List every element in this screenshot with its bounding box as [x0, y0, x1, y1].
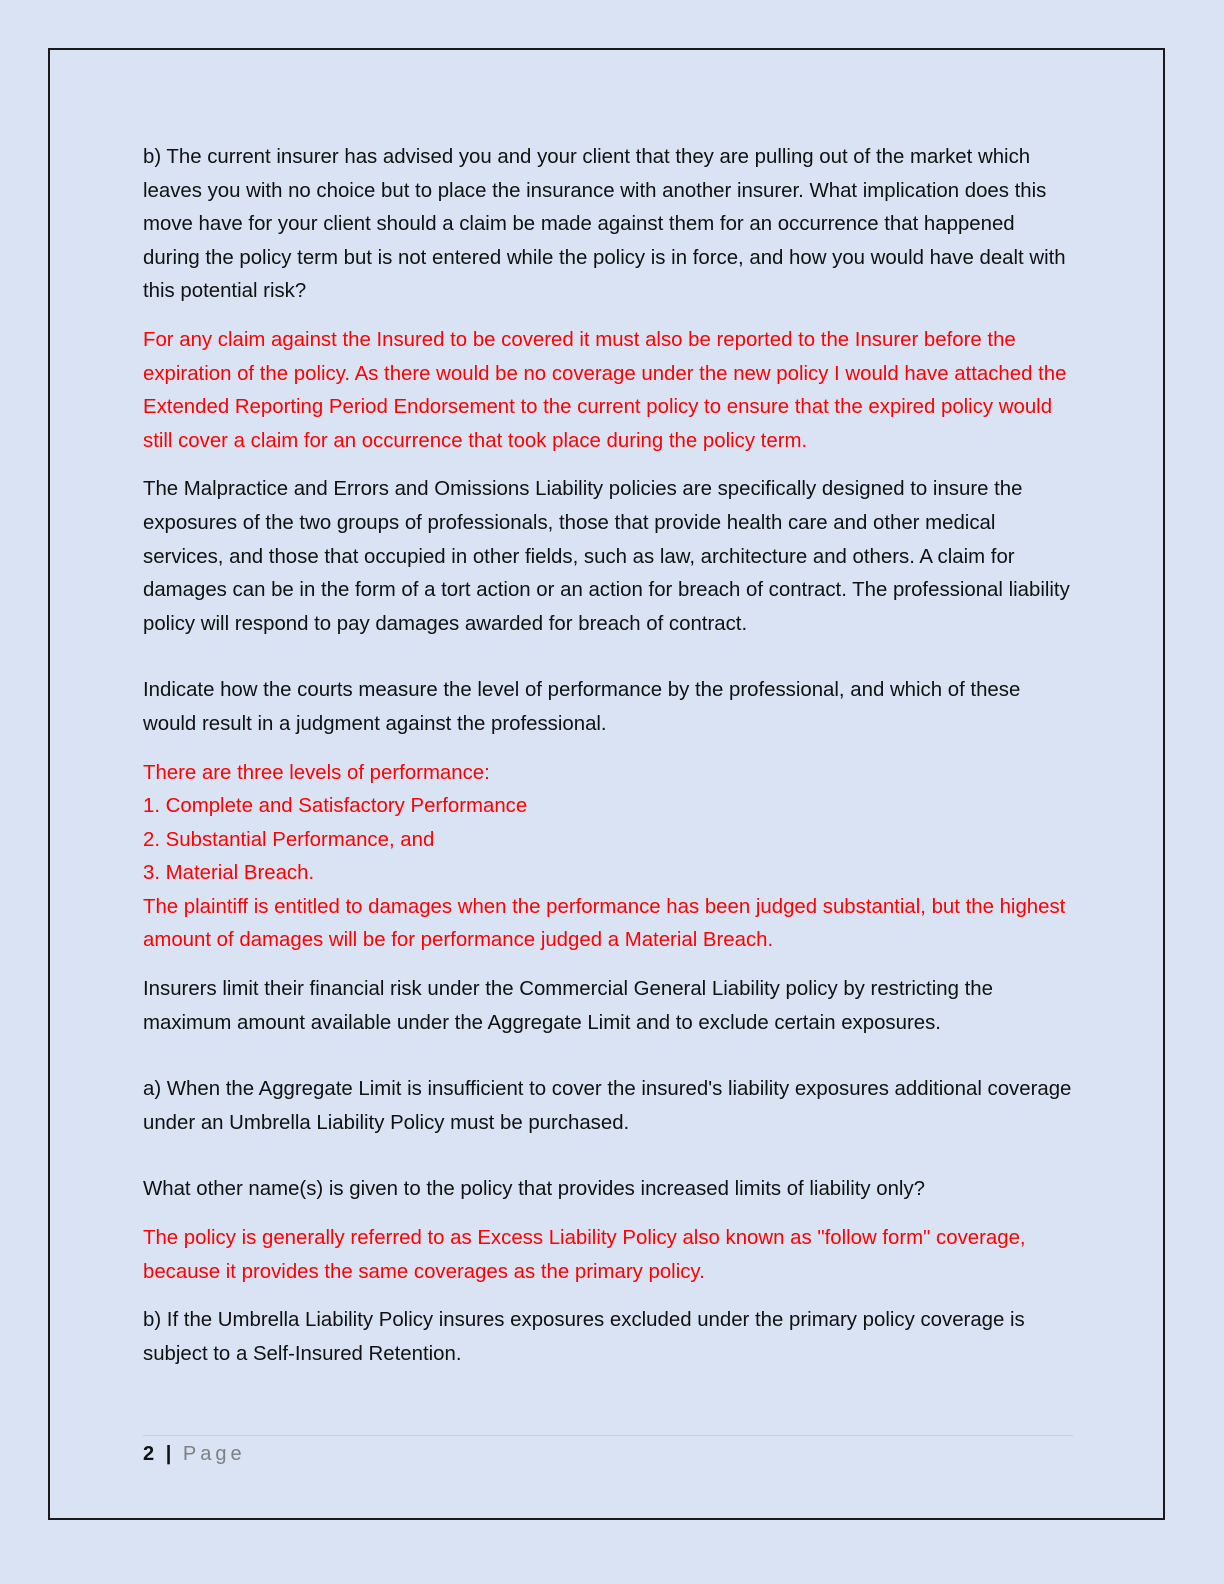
- page-label: Page: [182, 1443, 246, 1465]
- answer-courts-intro: There are three levels of performance:: [143, 761, 490, 784]
- question-other-names: What other name(s) is given to the policy that provides increased limits of liability only?: [143, 1178, 925, 1201]
- answer-courts-item: 3. Material Breach.: [143, 862, 315, 885]
- question-courts: Indicate how the courts measure the level of performance by the professional, and which of these would result in a judgment against the professional.: [143, 679, 1021, 735]
- answer-courts-item: 2. Substantial Performance, and: [143, 828, 435, 851]
- page-footer: [143, 1440, 246, 1468]
- insurers-paragraph: Insurers limit their financial risk under the Commercial General Liability policy by restricting the maximum amount available under the Aggregate Limit and to exclude certain exposures.: [143, 978, 993, 1034]
- footer-divider: [143, 1435, 1073, 1436]
- document-body: [143, 141, 1073, 1386]
- answer-courts-item: 1. Complete and Satisfactory Performance: [143, 795, 528, 818]
- question-b1: b) The current insurer has advised you and your client that they are pulling out of the market which leaves you with no choice but to place the insurance with another insurer. What implication does this move have for your client should a claim be made against them for an occurrence that happened during the policy term but is not entered while the policy is in force, and how you would have dealt with this potential risk?: [143, 146, 1066, 303]
- answer-courts: [143, 757, 1073, 959]
- footer-separator: |: [165, 1443, 172, 1465]
- answer-b1: For any claim against the Insured to be covered it must also be reported to the Insurer before the expiration of the policy. As there would be no coverage under the new policy I would have attached the Extended Reporting Period Endorsement to the current policy to ensure that the expired policy would still cover a claim for an occurrence that took place during the policy term.: [143, 328, 1067, 452]
- answer-other-names: The policy is generally referred to as Excess Liability Policy also known as "follow form" coverage, because it provides the same coverages as the primary policy.: [143, 1227, 1026, 1283]
- answer-courts-conclusion: The plaintiff is entitled to damages when the performance has been judged substantial, but the highest amount of damages will be for performance judged a Material Breach.: [143, 895, 1066, 952]
- page-number: 2: [143, 1443, 155, 1465]
- question-a: a) When the Aggregate Limit is insufficient to cover the insured's liability exposures additional coverage under an Umbrella Liability Policy must be purchased.: [143, 1078, 1072, 1134]
- question-b2: b) If the Umbrella Liability Policy insures exposures excluded under the primary policy coverage is subject to a Self-Insured Retention.: [143, 1309, 1025, 1365]
- malpractice-paragraph: The Malpractice and Errors and Omissions Liability policies are specifically designed to insure the exposures of the two groups of professionals, those that provide health care and other medical services, and those that occupied in other fields, such as law, architecture and others. A claim for damages can be in the form of a tort action or an action for breach of contract. The professional liability policy will respond to pay damages awarded for breach of contract.: [143, 478, 1070, 635]
